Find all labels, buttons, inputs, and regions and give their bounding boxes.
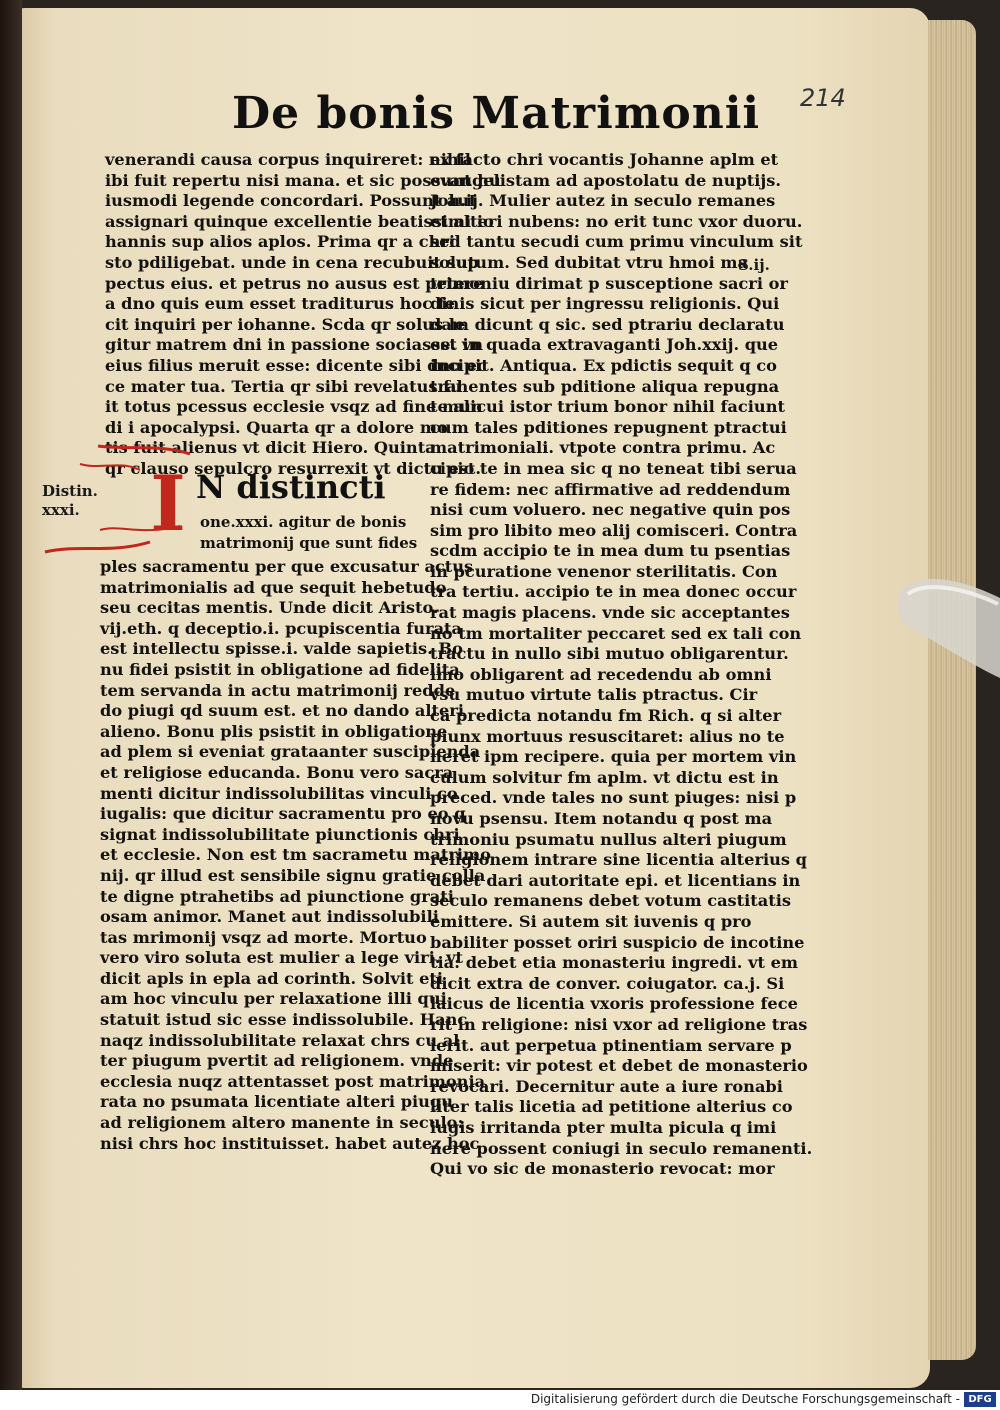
footer-bar <box>0 1390 1000 1410</box>
text-line: te digne ptrahetibs ad piunctione grati <box>100 886 454 906</box>
rubricated-initial: I <box>150 459 186 548</box>
text-line: miserit: vir potest et debet de monasterio <box>430 1056 808 1076</box>
text-line: dicit extra de conver. coiugator. ca.j. Si <box>430 973 785 993</box>
page-title: De bonis Matrimonii <box>232 88 761 139</box>
text-line: imo obligarent ad recedendu ab omni <box>430 664 772 684</box>
distinctio-line: one.xxxi. agitur de bonis <box>200 513 407 531</box>
text-line: et ecclesie. Non est tm sacrametu matrimo <box>100 845 491 865</box>
text-line: incipit. Antiqua. Ex pdictis sequit q co <box>430 355 777 375</box>
text-line: it totus pcessus ecclesie vsqz ad fine mun <box>105 397 483 417</box>
margin-note-line: xxxi. <box>42 501 80 519</box>
text-line: dinis sicut per ingressu religionis. Qui <box>430 294 780 314</box>
margin-note-signature: S.ij. <box>738 256 770 274</box>
text-line: piunx mortuus resuscitaret: alius no te <box>430 726 785 746</box>
text-line: Joh.ij. Mulier autez in seculo remanes <box>430 191 776 211</box>
text-line: est in quada extravaganti Joh.xxij. que <box>430 335 779 355</box>
text-line: nere possent coniugi in seculo remanenti. <box>430 1138 813 1158</box>
dfg-logo: DFG <box>964 1392 996 1407</box>
text-line: tis fuit alienus vt dicit Hiero. Quinta <box>105 438 436 458</box>
text-line: am hoc vinculu per relaxatione illi qui <box>100 989 447 1009</box>
text-line: culum solvitur fm aplm. vt dictu est in <box>430 767 779 787</box>
text-line: iugis irritanda pter multa picula q imi <box>430 1117 777 1137</box>
text-line: preced. vnde tales no sunt piuges: nisi p <box>430 788 797 808</box>
text-line: sto pdiligebat. unde in cena recubuit sup <box>105 252 479 272</box>
text-line: trimoniu psumatu nullus alteri piugum <box>430 829 787 849</box>
text-line: eius filius meruit esse: dicente sibi dno ec <box>105 355 487 375</box>
text-line: iusmodi legende concordari. Possunt aut <box>105 191 477 211</box>
text-line: alieno. Bonu plis psistit in obligatione <box>100 721 448 741</box>
text-line: cipio te in mea sic q no teneat tibi serua <box>430 458 797 478</box>
text-line: tia: debet etia monasteriu ingredi. vt em <box>430 953 799 973</box>
column-left-top <box>105 150 501 480</box>
distinctio-heading: N distincti <box>196 468 386 506</box>
folio-number: 214 <box>800 84 846 112</box>
text-line: ecclesia nuqz attentasset post matrimonia <box>100 1071 486 1091</box>
text-line: vij.eth. q deceptio.i. pcupiscentia furata <box>100 618 463 638</box>
text-line: rata no psumata licentiate alteri piugu <box>100 1092 454 1112</box>
text-line: est intellectu spisse.i. valde sapietis. Bo <box>100 639 463 659</box>
text-line: ter piugum pvertit ad religionem. vnde <box>100 1051 454 1071</box>
text-line: iugalis: que dicitur sacramentu pro eo q <box>100 804 466 824</box>
text-line: ex facto chri vocantis Johanne aplm et <box>430 150 779 169</box>
text-line: qr clauso sepulcro resurrexit vt dictu est. <box>105 458 481 478</box>
text-line: matrimoniali. vtpote contra primu. Ac <box>430 438 776 458</box>
text-line: rat magis placens. vnde sic acceptantes <box>430 603 790 623</box>
text-line: tas mrimonij vsqz ad morte. Mortuo <box>100 927 427 947</box>
text-line: rit in religione: nisi vxor ad religione tras <box>430 1014 808 1034</box>
text-line: nij. qr illud est sensibile signu gratie colla <box>100 865 486 885</box>
text-line: ad plem si eveniat grataanter suscipienda <box>100 742 481 762</box>
text-line: scdm accipio te in mea dum tu psentias <box>430 541 791 561</box>
text-line: matrimonialis ad que sequit hebetudo <box>100 577 447 597</box>
text-line: ce mater tua. Tertia qr sibi revelatus fu <box>105 376 462 396</box>
text-line: ibi fuit repertu nisi mana. et sic possunt hu <box>105 170 501 190</box>
text-line: a dno quis eum esset traditurus hoc fe <box>105 294 455 314</box>
text-line: nisi chrs hoc instituisset. habet autez hoc <box>100 1133 480 1153</box>
text-line: solutum. Sed dubitat vtru hmoi ma <box>430 252 748 272</box>
text-line: no tm mortaliter peccaret sed ex tali con <box>430 623 802 643</box>
text-line: revocari. Decernitur aute a iure ronabi <box>430 1076 783 1096</box>
text-line: babiliter posset oriri suspicio de incotine <box>430 932 805 952</box>
text-line: nu fidei psistit in obligatione ad fidelita <box>100 659 460 679</box>
page-edges <box>928 20 976 1360</box>
text-line: laicus de licentia vxoris professione fece <box>430 994 798 1014</box>
text-line: ierit. aut perpetua ptinentiam servare p <box>430 1035 792 1055</box>
text-line: emittere. Si autem sit iuvenis q pro <box>430 911 752 931</box>
text-line: novu psensu. Item notandu q post ma <box>430 809 773 828</box>
text-line: assignari quinque excellentie beatissimi io <box>105 211 494 231</box>
text-line: dicit apls in epla ad corinth. Solvit eti <box>100 968 444 988</box>
text-line: vero viro soluta est mulier a lege viri. vt <box>100 948 464 968</box>
text-line: ad religionem altero manente in seculo: <box>100 1113 464 1133</box>
text-line: tra tertiu. accipio te in mea donec occur <box>430 582 797 602</box>
text-line: statuit istud sic esse indissolubile. Hanc <box>100 1010 468 1030</box>
text-line: ples sacramentu per que excusatur actus <box>100 557 474 576</box>
text-line: menti dicitur indissolubilitas vinculi co <box>100 783 458 803</box>
text-line: do piugi qd suum est. et no dando alteri <box>100 701 464 721</box>
text-line: te alicui istor trium bonor nihil faciunt <box>430 397 785 417</box>
book-gutter <box>0 0 22 1390</box>
text-line: seu cecitas mentis. Unde dicit Aristo. <box>100 598 439 618</box>
text-line: vsu mutuo virtute talis ptractus. Cir <box>430 685 758 705</box>
text-line: religionem intrare sine licentia alterius q <box>430 850 807 870</box>
text-line: sim pro libito meo alij comisceri. Contra <box>430 520 798 540</box>
page-clip-tab <box>890 568 1000 688</box>
text-line: Qui vo sic de monasterio revocat: mor <box>430 1159 775 1179</box>
text-line: seculo remanens debet votum castitatis <box>430 891 792 911</box>
margin-note-line: Distin. <box>42 482 98 500</box>
text-line: cum tales pditiones repugnent ptractui <box>430 417 787 437</box>
text-line: neret ipm recipere. quia per mortem vin <box>430 747 797 767</box>
column-left-bottom <box>100 557 491 1154</box>
text-line: sed tantu secudi cum primu vinculum sit <box>430 232 803 252</box>
text-line: osam animor. Manet aut indissolubili <box>100 907 439 927</box>
text-line: dam dicunt q sic. sed ptrariu declaratu <box>430 314 785 334</box>
text-line: gitur matrem dni in passione sociasse. vn <box>105 335 484 355</box>
text-line: tem servanda in actu matrimonij redde <box>100 680 456 700</box>
text-line: venerandi causa corpus inquireret: nihil <box>105 150 471 169</box>
text-line: nisi cum voluero. nec negative quin pos <box>430 500 791 520</box>
text-line: trimoniu dirimat p susceptione sacri or <box>430 273 788 293</box>
distinctio-line: matrimonij que sunt fides <box>200 534 418 552</box>
text-line: ca predicta notandu fm Rich. q si alter <box>430 706 782 726</box>
text-line: di i apocalypsi. Quarta qr a dolore mo <box>105 417 448 437</box>
text-line: re fidem: nec affirmative ad reddendum <box>430 479 791 499</box>
text-line: et alteri nubens: no erit tunc vxor duoru. <box>430 211 803 231</box>
text-line: liter talis licetia ad petitione alterius co <box>430 1097 793 1117</box>
text-line: debet dari autoritate epi. et licentians in <box>430 870 801 890</box>
text-line: trahentes sub pditione aliqua repugna <box>430 376 780 396</box>
text-line: tractu in nullo sibi mutuo obligarentur. <box>430 644 789 664</box>
funding-note: Digitalisierung gefördert durch die Deutsche Forschungsgemeinschaft - <box>530 1392 960 1406</box>
text-line: pectus eius. et petrus no ausus est petere <box>105 273 484 293</box>
text-line: evangelistam ad apostolatu de nuptijs. <box>430 170 782 190</box>
text-line: et religiose educanda. Bonu vero sacra <box>100 762 454 782</box>
text-line: hannis sup alios aplos. Prima qr a chri <box>105 232 456 252</box>
text-line: signat indissolubilitate piunctionis chri <box>100 824 460 844</box>
text-line: naqz indissolubilitate relaxat chrs cu al <box>100 1030 460 1050</box>
text-line: in pcuratione venenor sterilitatis. Con <box>430 561 778 581</box>
text-line: cit inquiri per iohanne. Scda qr solus le <box>105 314 466 334</box>
